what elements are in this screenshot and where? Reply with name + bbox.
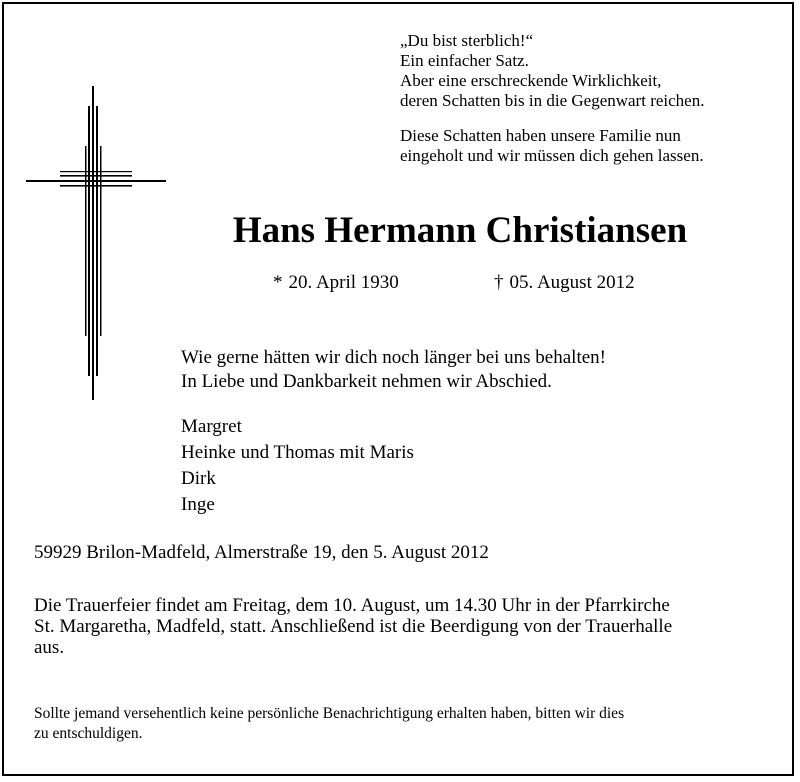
birth-date-line <box>273 272 399 294</box>
quote-line: eingeholt und wir müssen dich gehen lassen. <box>400 146 704 165</box>
farewell-text <box>181 346 606 394</box>
death-date-line <box>494 272 635 294</box>
notice-line: Sollte jemand versehentlich keine persönliche Benachrichtigung erhalten haben, bitten wir dies <box>34 705 625 722</box>
family-member: Dirk <box>181 468 216 489</box>
birth-symbol: * <box>273 272 283 293</box>
quote-line: Diese Schatten haben unsere Familie nun <box>400 126 681 145</box>
quote-line: „Du bist sterblich!“ <box>400 31 534 50</box>
ceremony-text <box>34 595 754 658</box>
family-list <box>181 414 414 518</box>
farewell-line: Wie gerne hätten wir dich noch länger bei uns behalten! <box>181 347 606 368</box>
deceased-name: Hans Hermann Christiansen <box>232 210 688 251</box>
ceremony-line: St. Margaretha, Madfeld, statt. Anschließend ist die Beerdigung von der Trauerhalle <box>34 616 673 637</box>
ceremony-line: aus. <box>34 637 65 658</box>
birth-date: 20. April 1930 <box>288 272 399 293</box>
farewell-line: In Liebe und Dankbarkeit nehmen wir Abschied. <box>181 371 552 392</box>
death-date: 05. August 2012 <box>509 272 635 293</box>
family-member: Margret <box>181 416 242 437</box>
quote-block <box>400 31 704 166</box>
notice-line: zu entschuldigen. <box>34 725 143 742</box>
notice-text <box>34 704 624 744</box>
quote-line: Aber eine erschreckende Wirklichkeit, <box>400 71 662 90</box>
quote-line: deren Schatten bis in die Gegenwart reichen. <box>400 91 705 110</box>
address-line: 59929 Brilon-Madfeld, Almerstraße 19, den 5. August 2012 <box>34 542 489 563</box>
death-symbol: † <box>494 272 504 293</box>
family-member: Heinke und Thomas mit Maris <box>181 442 414 463</box>
ceremony-line: Die Trauerfeier findet am Freitag, dem 10. August, um 14.30 Uhr in der Pfarrkirche <box>34 595 670 616</box>
family-member: Inge <box>181 494 215 515</box>
quote-line: Ein einfacher Satz. <box>400 51 529 70</box>
